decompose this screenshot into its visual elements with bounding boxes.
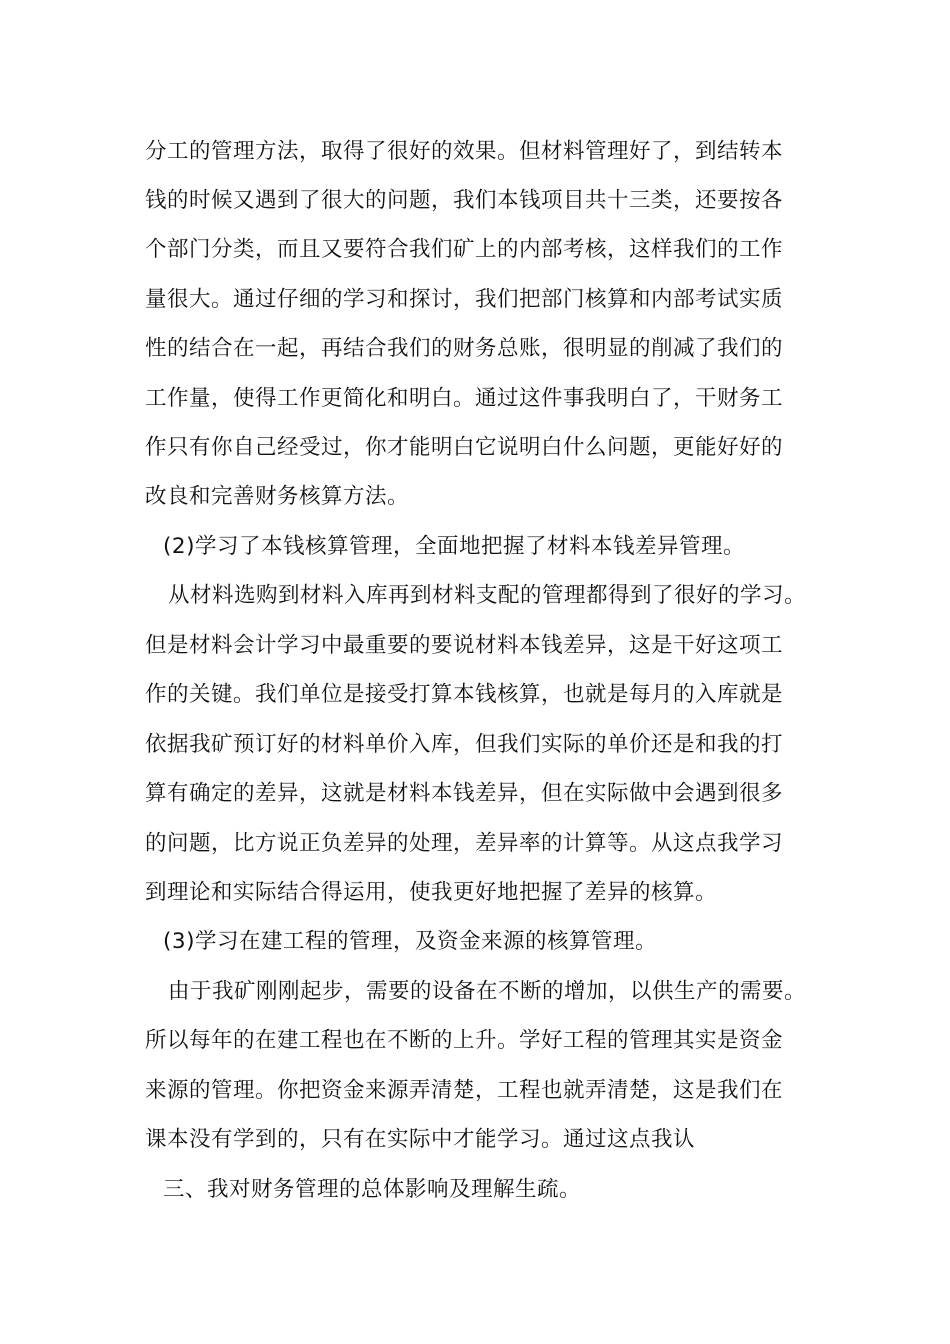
paragraph-line: 但是材料会计学习中最重要的要说材料本钱差异，这是干好这项工 — [145, 633, 784, 658]
paragraph-line: 课本没有学到的，只有在实际中才能学习。通过这点我认 — [145, 1127, 696, 1152]
paragraph-line: 分工的管理方法，取得了很好的效果。但材料管理好了，到结转本 — [145, 139, 784, 164]
section-heading: 三、我对财务管理的总体影响及理解生疏。 — [163, 1177, 582, 1202]
paragraph-line: 改良和完善财务核算方法。 — [145, 484, 410, 509]
paragraph-line: 到理论和实际结合得运用，使我更好地把握了差异的核算。 — [145, 880, 718, 905]
paragraph-line: 作只有你自己经受过，你才能明白它说明白什么问题，更能好好的 — [145, 435, 784, 460]
paragraph-line: 量很大。通过仔细的学习和探讨，我们把部门核算和内部考试实质 — [145, 287, 784, 312]
paragraph-line: 依据我矿预订好的材料单价入库，但我们实际的单价还是和我的打 — [145, 732, 784, 757]
paragraph-line: 从材料选购到材料入库再到材料支配的管理都得到了很好的学习。 — [168, 583, 807, 608]
paragraph-line: 钱的时候又遇到了很大的问题，我们本钱项目共十三类，还要按各 — [145, 188, 784, 213]
paragraph-line: 作的关键。我们单位是接受打算本钱核算，也就是每月的入库就是 — [145, 682, 784, 707]
section-heading: (2)学习了本钱核算管理，全面地把握了材料本钱差异管理。 — [163, 534, 745, 559]
paragraph-line: 由于我矿刚刚起步，需要的设备在不断的增加，以供生产的需要。 — [168, 979, 807, 1004]
paragraph-line: 来源的管理。你把资金来源弄清楚，工程也就弄清楚，这是我们在 — [145, 1078, 784, 1103]
section-heading: (3)学习在建工程的管理，及资金来源的核算管理。 — [163, 929, 657, 954]
paragraph-line: 所以每年的在建工程也在不断的上升。学好工程的管理其实是资金 — [145, 1028, 784, 1053]
paragraph-line: 工作量，使得工作更简化和明白。通过这件事我明白了，干财务工 — [145, 386, 784, 411]
paragraph-line: 个部门分类，而且又要符合我们矿上的内部考核，这样我们的工作 — [145, 237, 784, 262]
paragraph-line: 算有确定的差异，这就是材料本钱差异，但在实际做中会遇到很多 — [145, 781, 784, 806]
paragraph-line: 性的结合在一起，再结合我们的财务总账，很明显的削减了我们的 — [145, 336, 784, 361]
paragraph-line: 的问题，比方说正负差异的处理，差异率的计算等。从这点我学习 — [145, 831, 784, 856]
